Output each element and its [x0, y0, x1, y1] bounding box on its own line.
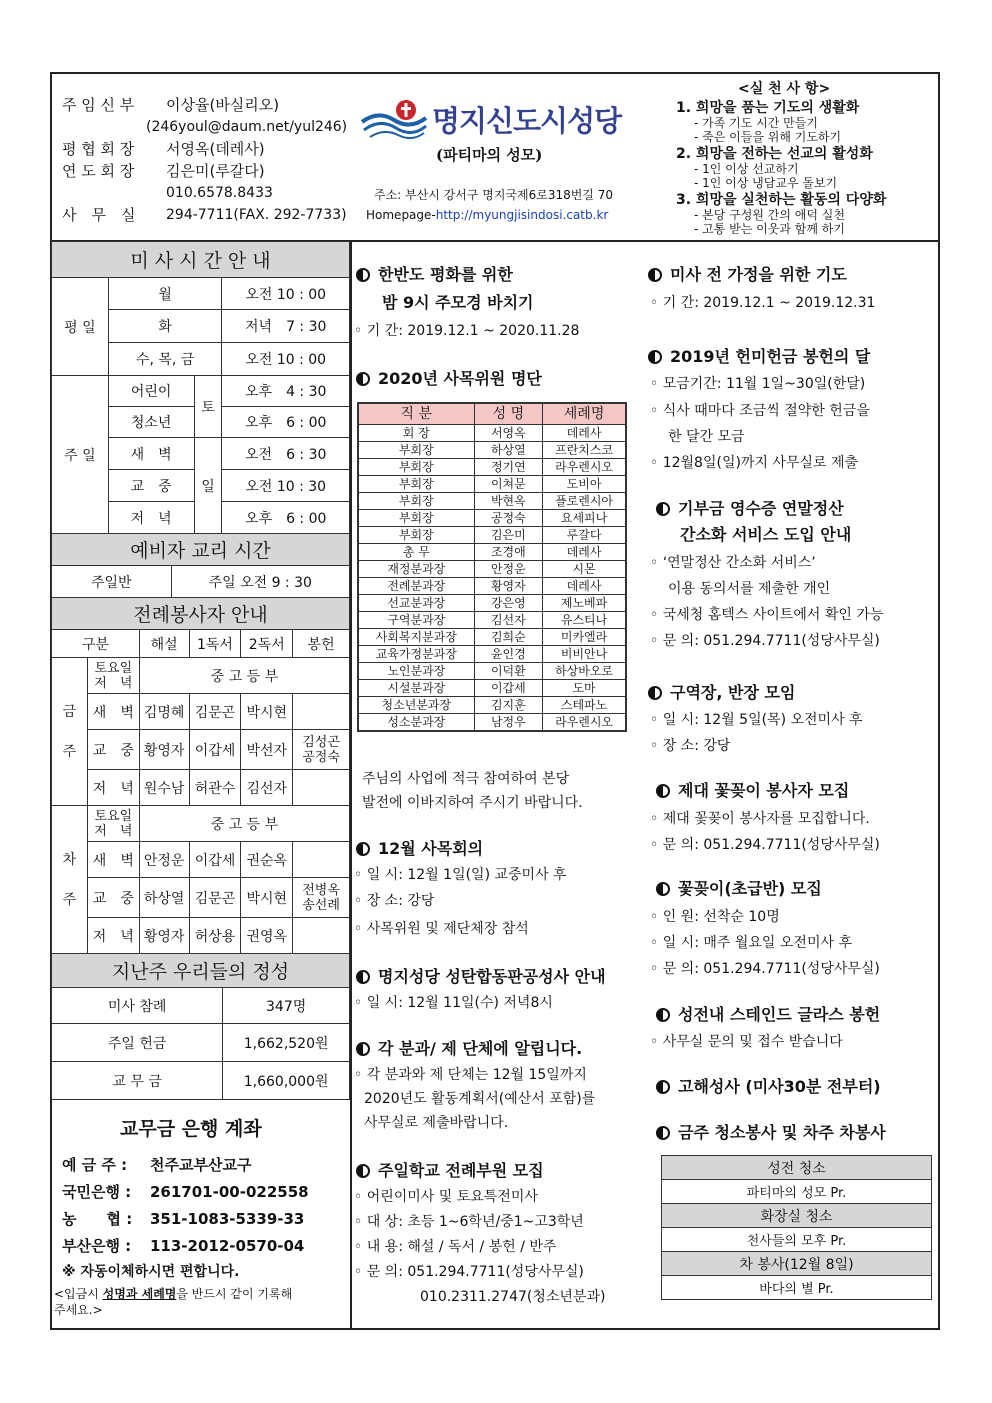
receipt-line: ◦ 국세청 홈텍스 사이트에서 확인 가능 — [650, 607, 884, 623]
section-heading — [356, 1160, 544, 1182]
bank-value: 천주교부산교구 — [150, 1156, 252, 1174]
offering-title: 지난주 우리들의 정성 — [52, 954, 350, 988]
officer-cell: 김지훈 — [474, 697, 543, 714]
staff-value: 서영옥(데레사) — [166, 140, 265, 158]
heading-text: 고해성사 (미사30분 전부터) — [678, 1077, 881, 1096]
practice-sub: - 1인 이상 냉담교우 돌보기 — [694, 176, 838, 190]
liturgy-header: 해설 — [139, 630, 189, 658]
heading-text: 2020년 사목위원 명단 — [378, 369, 542, 388]
receipt-line: ◦ 문 의: 051.294.7711(성당사무실) — [650, 633, 880, 649]
practice-title: <실 천 사 항> — [738, 81, 831, 97]
practice-sub: - 가족 기도 시간 만들기 — [694, 116, 818, 130]
officer-cell: 총 무 — [358, 544, 474, 561]
liturgy-cell: 김명혜 — [139, 694, 189, 730]
officer-cell: 김은미 — [474, 527, 543, 544]
heading-text: 2019년 헌미헌금 봉헌의 달 — [670, 347, 871, 366]
school-line: ◦ 어린이미사 및 토요특전미사 — [354, 1189, 538, 1205]
section-heading — [356, 1038, 582, 1060]
mass-time: 오전 10 : 30 — [222, 470, 350, 502]
offering-label: 교 무 금 — [52, 1062, 223, 1100]
offering-label: 주일 헌금 — [52, 1024, 223, 1062]
flower-line: ◦ 문 의: 051.294.7711(성당사무실) — [650, 837, 880, 853]
district-line: ◦ 장 소: 강당 — [650, 738, 731, 754]
half-circle-bullet-icon — [356, 1164, 370, 1178]
dedication-line: 한 달간 모금 — [668, 429, 745, 445]
practice-sub: - 본당 구성원 간의 애덕 실천 — [694, 208, 845, 222]
officer-cell: 노인분과장 — [358, 663, 474, 680]
deposit-note-line2: 주세요.> — [54, 1303, 103, 1317]
officer-cell: 라우렌시오 — [543, 714, 626, 732]
officer-cell: 제노베파 — [543, 595, 626, 612]
liturgy-cell: 황영자 — [139, 918, 189, 954]
officer-cell: 플로렌시아 — [543, 493, 626, 510]
catechism-table — [51, 533, 350, 598]
sunday-day-label: 일 — [194, 438, 222, 534]
liturgy-table — [51, 597, 350, 954]
school-line: 010.2311.2747(청소년분과) — [420, 1289, 606, 1305]
heading-text: 구역장, 반장 모임 — [670, 683, 796, 702]
saturday-mass-value: 중 고 등 부 — [139, 806, 349, 842]
officer-cell: 김희순 — [474, 629, 543, 646]
church-address: 주소: 부산시 강서구 명지국제6로318번길 70 — [374, 188, 613, 202]
officer-cell: 데레사 — [543, 425, 626, 442]
deposit-note-bold: 성명과 세례명 — [102, 1287, 177, 1301]
column-divider-left — [350, 240, 352, 1330]
officer-note: 발전에 이바지하여 주시기 바랍니다. — [362, 795, 583, 811]
liturgy-cell — [293, 770, 350, 806]
officer-cell: 도비아 — [543, 476, 626, 493]
officer-cell: 서영옥 — [474, 425, 543, 442]
officer-cell: 남정우 — [474, 714, 543, 732]
mass-day: 저 녁 — [108, 502, 194, 534]
dedication-line: ◦ 식사 때마다 조금씩 절약한 헌금을 — [650, 403, 870, 419]
staff-value: 이상율(바실리오) — [166, 96, 280, 114]
officer-cell: 유스티나 — [543, 612, 626, 629]
half-circle-bullet-icon — [356, 372, 370, 386]
receipt-line: 이용 동의서를 제출한 개인 — [668, 581, 831, 597]
advent-period: ◦ 기 간: 2019.12.1 ~ 2019.12.31 — [650, 295, 876, 311]
liturgy-cell: 김선자 — [241, 770, 293, 806]
liturgy-cell: 이갑세 — [189, 842, 241, 878]
mass-time: 오전 10 : 00 — [222, 343, 350, 376]
liturgy-cell: 허관수 — [189, 770, 241, 806]
cleaning-cell: 천사들의 모후 Pr. — [662, 1228, 932, 1252]
patron-name: (파티마의 성모) — [436, 146, 543, 164]
bank-label: 국민은행 : — [62, 1183, 132, 1201]
bank-value: 113-2012-0570-04 — [150, 1237, 305, 1255]
next-week-label: 차 주 — [52, 806, 88, 954]
officer-cell: 프란치스코 — [543, 442, 626, 459]
section-heading-cont: 간소화 서비스 도입 안내 — [680, 525, 852, 544]
liturgy-cell: 박시현 — [241, 694, 293, 730]
officer-cell: 전례분과장 — [358, 578, 474, 595]
officer-cell: 공정숙 — [474, 510, 543, 527]
mass-day: 교 중 — [108, 470, 194, 502]
half-circle-bullet-icon — [648, 268, 662, 282]
section-heading — [656, 878, 822, 900]
liturgy-cell — [293, 918, 350, 954]
officer-cell: 교육가정분과장 — [358, 646, 474, 663]
officers-table — [357, 402, 627, 732]
homepage-line — [366, 206, 608, 224]
liturgy-mass: 교 중 — [87, 730, 139, 770]
officer-cell: 김선자 — [474, 612, 543, 629]
beginner-line: ◦ 인 원: 선착순 10명 — [650, 909, 780, 925]
staff-label: 주 임 신 부 — [62, 96, 135, 114]
this-week-label: 금 주 — [52, 658, 88, 806]
half-circle-bullet-icon — [656, 882, 670, 896]
liturgy-mass: 저 녁 — [87, 770, 139, 806]
section-heading — [656, 1076, 881, 1098]
liturgy-title: 전례봉사자 안내 — [52, 598, 350, 630]
cleaning-head: 성전 청소 — [662, 1156, 932, 1180]
heading-text: 성전내 스테인드 글라스 봉헌 — [678, 1005, 881, 1024]
liturgy-mass: 교 중 — [87, 878, 139, 918]
liturgy-mass: 새 벽 — [87, 842, 139, 878]
heading-text: 제대 꽃꽂이 봉사자 모집 — [678, 781, 850, 800]
beginner-line: ◦ 일 시: 매주 월요일 오전미사 후 — [650, 935, 852, 951]
liturgy-cell: 김성곤 공정숙 — [293, 730, 350, 770]
section-heading — [656, 498, 844, 520]
liturgy-cell: 이갑세 — [189, 730, 241, 770]
officer-cell: 회 장 — [358, 425, 474, 442]
bank-title: 교무금 은행 계좌 — [120, 1118, 262, 1140]
mass-day: 월 — [108, 278, 222, 310]
notice-line: 사무실로 제출바랍니다. — [364, 1115, 509, 1131]
liturgy-cell: 박선자 — [241, 730, 293, 770]
cleaning-table — [661, 1155, 932, 1300]
mass-title: 미 사 시 간 안 내 — [52, 242, 350, 278]
practice-item: 1. 희망을 품는 기도의 생활화 — [676, 100, 860, 116]
staff-phone: 010.6578.8433 — [166, 185, 273, 201]
offering-value: 1,662,520원 — [223, 1024, 350, 1062]
liturgy-cell: 박시현 — [241, 878, 293, 918]
liturgy-cell: 김문곤 — [189, 694, 241, 730]
deposit-note-text: 을 반드시 같이 기록해 — [176, 1287, 293, 1301]
officer-cell: 강은영 — [474, 595, 543, 612]
half-circle-bullet-icon — [656, 1126, 670, 1140]
officer-cell: 사회복지분과장 — [358, 629, 474, 646]
deposit-note — [54, 1287, 292, 1302]
bank-label: 부산은행 : — [62, 1237, 132, 1255]
officer-cell: 부회장 — [358, 493, 474, 510]
staff-value: 294-7711(FAX. 292-7733) — [166, 207, 347, 223]
section-heading-cont: 밤 9시 주모경 바치기 — [382, 293, 534, 312]
officer-cell: 재정분과장 — [358, 561, 474, 578]
officer-cell: 구역분과장 — [358, 612, 474, 629]
section-heading — [356, 264, 513, 286]
officer-cell: 안정운 — [474, 561, 543, 578]
mass-time: 오후 6 : 00 — [222, 502, 350, 534]
officer-cell: 루갈다 — [543, 527, 626, 544]
officer-cell: 청소년분과장 — [358, 697, 474, 714]
officer-cell: 부회장 — [358, 442, 474, 459]
homepage-link[interactable]: http://myungjisindosi.catb.kr — [435, 208, 609, 222]
officer-cell: 부회장 — [358, 459, 474, 476]
mass-day: 새 벽 — [108, 438, 194, 470]
mass-day: 청소년 — [108, 407, 194, 438]
officer-header: 세례명 — [543, 403, 626, 425]
dedication-line: ◦ 12월8일(일)까지 사무실로 제출 — [650, 455, 859, 471]
liturgy-cell: 원수남 — [139, 770, 189, 806]
mass-day: 화 — [108, 310, 222, 343]
officer-cell: 성소분과장 — [358, 714, 474, 732]
officer-cell: 정기연 — [474, 459, 543, 476]
deposit-note-text: <입금시 — [54, 1287, 103, 1301]
saturday-label: 토 — [194, 376, 222, 438]
staff-email: (246youl@daum.net/yul246) — [146, 119, 348, 135]
school-line: ◦ 대 상: 초등 1~6학년/중1~고3학년 — [354, 1214, 584, 1230]
offering-value: 1,660,000원 — [223, 1062, 350, 1100]
meeting-line: ◦ 장 소: 강당 — [354, 893, 435, 909]
officer-cell: 하상바오로 — [543, 663, 626, 680]
heading-text: 금주 청소봉사 및 차주 차봉사 — [678, 1123, 886, 1142]
officer-note: 주님의 사업에 적극 참여하여 본당 — [362, 771, 570, 787]
liturgy-mass: 새 벽 — [87, 694, 139, 730]
cleaning-cell: 바다의 별 Pr. — [662, 1276, 932, 1300]
saturday-mass-value: 중 고 등 부 — [139, 658, 349, 694]
heading-text: 명지성당 성탄합동판공성사 안내 — [378, 967, 606, 986]
officer-header: 직 분 — [358, 403, 474, 425]
liturgy-cell — [293, 694, 350, 730]
heading-text: 꽃꽂이(초급반) 모집 — [678, 879, 822, 898]
church-name: 명지신도시성당 — [432, 104, 622, 138]
heading-text: 12월 사목회의 — [378, 839, 484, 858]
mass-day: 수, 목, 금 — [108, 343, 222, 376]
cleaning-head: 차 봉사(12월 8일) — [662, 1252, 932, 1276]
liturgy-mass: 저 녁 — [87, 918, 139, 954]
church-logo-icon — [360, 96, 428, 140]
staff-label: 연 도 회 장 — [62, 162, 135, 180]
heading-text: 한반도 평화를 위한 — [378, 265, 513, 284]
liturgy-header: 구분 — [52, 630, 140, 658]
heading-text: 각 분과/ 제 단체에 알립니다. — [378, 1039, 583, 1058]
officer-cell: 이갑세 — [474, 680, 543, 697]
bank-value: 351-1083-5339-33 — [150, 1210, 305, 1228]
practice-sub: - 고통 받는 이웃과 함께 하기 — [694, 222, 845, 236]
liturgy-cell: 전병옥 송선례 — [293, 878, 350, 918]
offering-table — [51, 953, 350, 1100]
prayer-period: ◦ 기 간: 2019.12.1 ~ 2020.11.28 — [354, 323, 580, 339]
mass-table — [51, 241, 350, 534]
half-circle-bullet-icon — [656, 502, 670, 516]
officer-cell: 데레사 — [543, 544, 626, 561]
liturgy-cell: 하상열 — [139, 878, 189, 918]
bank-value: 261701-00-022558 — [150, 1183, 309, 1201]
section-heading — [356, 966, 606, 988]
bank-label: 예 금 주 : — [62, 1156, 128, 1174]
receipt-line: ◦ ‘연말정산 간소화 서비스’ — [650, 555, 816, 571]
officer-cell: 부회장 — [358, 476, 474, 493]
liturgy-header: 봉헌 — [293, 630, 350, 658]
officer-cell: 비비안나 — [543, 646, 626, 663]
liturgy-cell: 황영자 — [139, 730, 189, 770]
section-heading — [648, 682, 795, 704]
school-line: ◦ 내 용: 해설 / 독서 / 봉헌 / 반주 — [354, 1239, 557, 1255]
cleaning-cell: 파티마의 성모 Pr. — [662, 1180, 932, 1204]
half-circle-bullet-icon — [656, 784, 670, 798]
officer-cell: 부회장 — [358, 527, 474, 544]
bank-label: 농 협 : — [62, 1210, 133, 1228]
half-circle-bullet-icon — [356, 268, 370, 282]
officer-cell: 요세피나 — [543, 510, 626, 527]
liturgy-header: 1독서 — [189, 630, 241, 658]
officer-cell: 스테파노 — [543, 697, 626, 714]
section-heading — [656, 780, 849, 802]
catechism-label: 주일반 — [52, 566, 172, 598]
catechism-title: 예비자 교리 시간 — [52, 534, 350, 566]
weekday-label: 평 일 — [52, 278, 109, 376]
school-line: ◦ 문 의: 051.294.7711(성당사무실) — [354, 1264, 584, 1280]
half-circle-bullet-icon — [656, 1080, 670, 1094]
beginner-line: ◦ 문 의: 051.294.7711(성당사무실) — [650, 961, 880, 977]
section-heading — [648, 346, 870, 368]
officer-cell: 선교분과장 — [358, 595, 474, 612]
practice-sub: - 1인 이상 선교하기 — [694, 162, 799, 176]
officer-cell: 미카엘라 — [543, 629, 626, 646]
officer-cell: 윤인경 — [474, 646, 543, 663]
concert-line: ◦ 일 시: 12월 11일(수) 저녁8시 — [354, 995, 553, 1011]
mass-time: 저녁 7 : 30 — [222, 310, 350, 343]
liturgy-cell: 안정운 — [139, 842, 189, 878]
officer-cell: 데레사 — [543, 578, 626, 595]
district-line: ◦ 일 시: 12월 5일(목) 오전미사 후 — [650, 712, 863, 728]
section-heading — [356, 368, 542, 390]
section-heading — [648, 264, 847, 286]
officer-cell: 시설분과장 — [358, 680, 474, 697]
officer-cell: 박현옥 — [474, 493, 543, 510]
section-heading — [656, 1004, 880, 1026]
heading-text: 미사 전 가정을 위한 기도 — [670, 265, 847, 284]
half-circle-bullet-icon — [356, 842, 370, 856]
liturgy-cell — [293, 842, 350, 878]
cleaning-head: 화장실 청소 — [662, 1204, 932, 1228]
mass-time: 오전 6 : 30 — [222, 438, 350, 470]
section-heading — [356, 838, 483, 860]
officer-cell: 이덕환 — [474, 663, 543, 680]
officer-cell: 황영자 — [474, 578, 543, 595]
catechism-time: 주일 오전 9 : 30 — [171, 566, 349, 598]
meeting-line: ◦ 사목위원 및 제단체장 참석 — [354, 921, 529, 937]
glass-line: ◦ 사무실 문의 및 접수 받습니다 — [650, 1034, 843, 1050]
officer-header: 성 명 — [474, 403, 543, 425]
officer-cell: 이쳐문 — [474, 476, 543, 493]
meeting-line: ◦ 일 시: 12월 1일(일) 교중미사 후 — [354, 867, 567, 883]
notice-line: 2020년도 활동계획서(예산서 포함)를 — [364, 1091, 596, 1107]
practice-sub: - 죽은 이들을 위해 기도하기 — [694, 130, 842, 144]
flower-line: ◦ 제대 꽃꽂이 봉사자를 모집합니다. — [650, 811, 870, 827]
mass-time: 오전 10 : 00 — [222, 278, 350, 310]
staff-label: 사 무 실 — [62, 206, 136, 224]
offering-value: 347명 — [223, 988, 350, 1024]
offering-label: 미사 참례 — [52, 988, 223, 1024]
officer-cell: 부회장 — [358, 510, 474, 527]
left-column — [51, 241, 350, 1100]
staff-value: 김은미(루갈다) — [166, 162, 265, 180]
auto-transfer-note: ※ 자동이체하시면 편합니다. — [62, 1264, 240, 1280]
mass-time: 오후 4 : 30 — [222, 376, 350, 407]
officer-cell: 시몬 — [543, 561, 626, 578]
practice-item: 3. 희망을 실천하는 활동의 다양화 — [676, 192, 887, 208]
saturday-mass-label: 토요일 저 녁 — [87, 658, 139, 694]
liturgy-cell: 허상용 — [189, 918, 241, 954]
liturgy-cell: 권순옥 — [241, 842, 293, 878]
mass-time: 오후 6 : 00 — [222, 407, 350, 438]
staff-label: 평 협 회 장 — [62, 140, 135, 158]
half-circle-bullet-icon — [656, 1008, 670, 1022]
notice-line: ◦ 각 분과와 제 단체는 12월 15일까지 — [354, 1067, 587, 1083]
half-circle-bullet-icon — [648, 686, 662, 700]
dedication-line: ◦ 모금기간: 11월 1일~30일(한달) — [650, 376, 866, 392]
half-circle-bullet-icon — [356, 970, 370, 984]
officer-cell: 조경애 — [474, 544, 543, 561]
liturgy-header: 2독서 — [241, 630, 293, 658]
liturgy-cell: 권영옥 — [241, 918, 293, 954]
sunday-label: 주 일 — [52, 376, 109, 534]
liturgy-cell: 김문곤 — [189, 878, 241, 918]
heading-text: 기부금 영수증 연말정산 — [678, 499, 844, 518]
mass-day: 어린이 — [108, 376, 194, 407]
section-heading — [656, 1122, 886, 1144]
half-circle-bullet-icon — [648, 350, 662, 364]
half-circle-bullet-icon — [356, 1042, 370, 1056]
officer-cell: 도마 — [543, 680, 626, 697]
practice-item: 2. 희망을 전하는 선교의 활성화 — [676, 146, 873, 162]
officer-cell: 하상열 — [474, 442, 543, 459]
saturday-mass-label: 토요일 저 녁 — [87, 806, 139, 842]
heading-text: 주일학교 전례부원 모집 — [378, 1161, 544, 1180]
officer-cell: 라우렌시오 — [543, 459, 626, 476]
homepage-label: Homepage- — [366, 208, 436, 222]
